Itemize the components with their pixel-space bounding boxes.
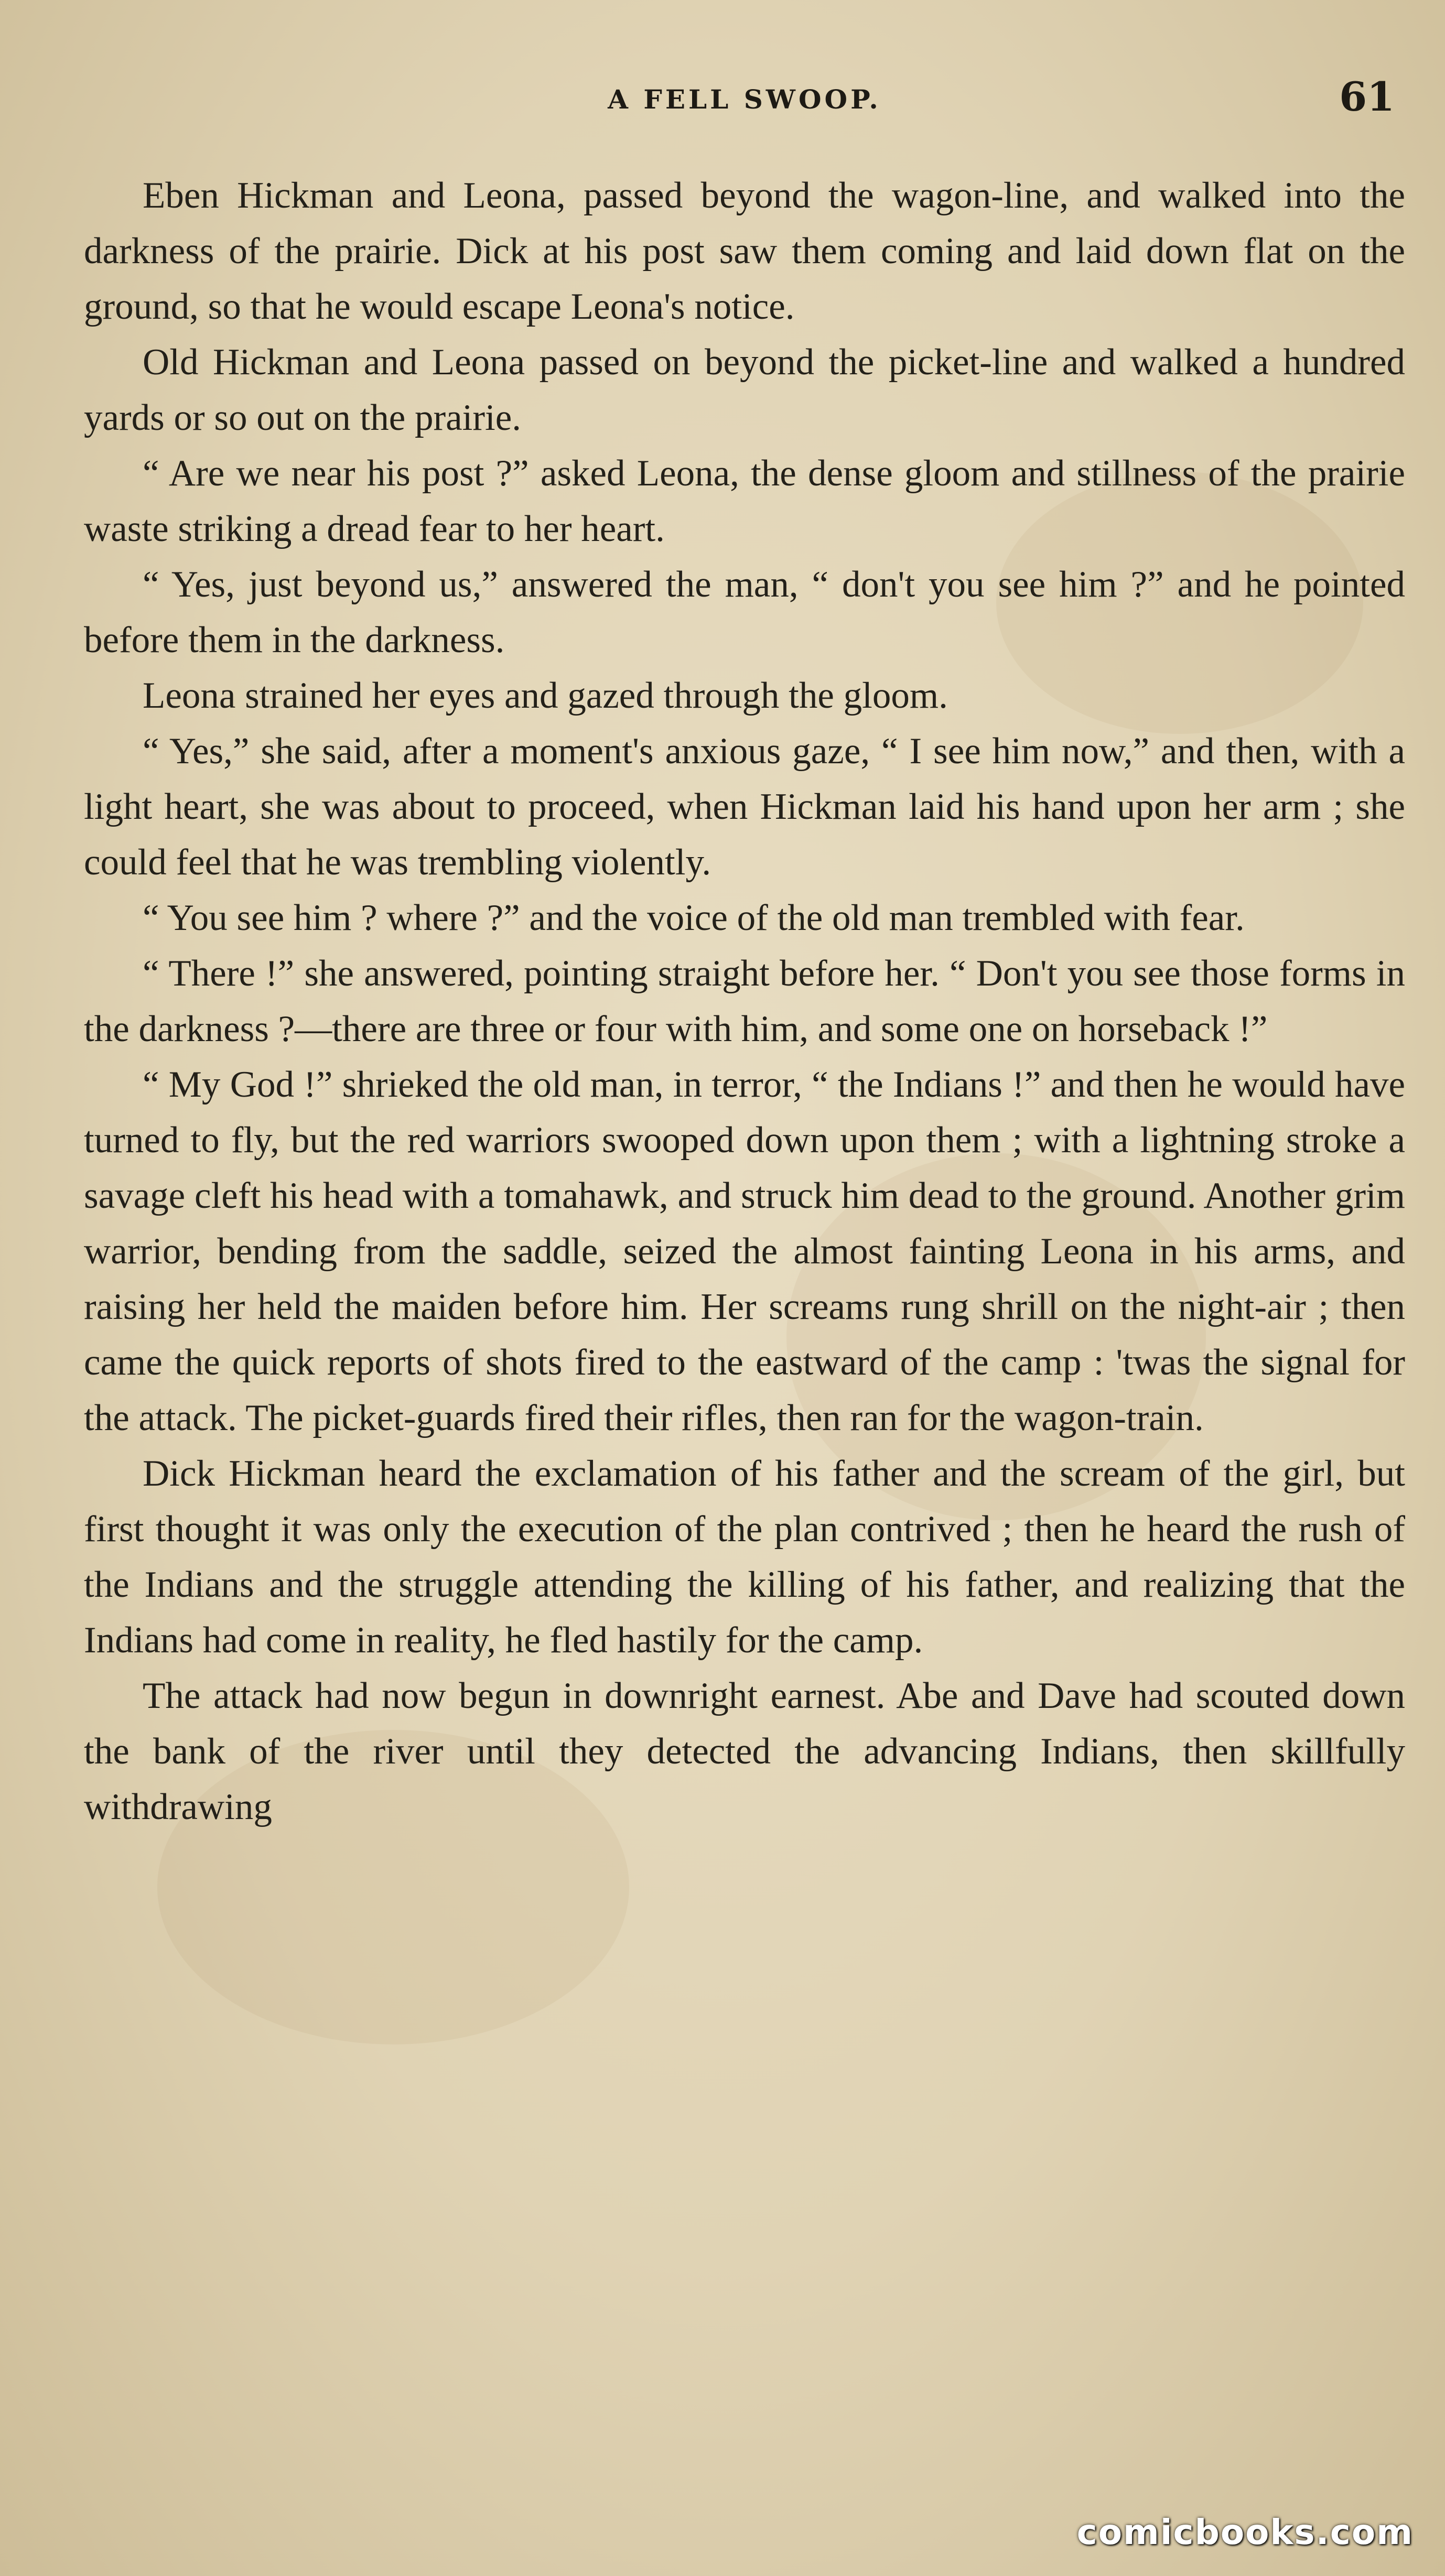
paragraph: “ There !” she answered, pointing straight before her. “ Don't you see those forms in the darkness ?—there are three or four with him, and some one on horseback !” — [84, 953, 1405, 1049]
paragraph: Leona strained her eyes and gazed through the gloom. — [143, 675, 948, 716]
paragraph: Old Hickman and Leona passed on beyond the picket-line and walked a hundred yards or so out on the prairie. — [84, 342, 1405, 438]
paragraph: “ Yes, just beyond us,” answered the man, “ don't you see him ?” and he pointed before them in the darkness. — [84, 564, 1405, 661]
body-text — [84, 168, 1405, 2422]
paragraph: “ Are we near his post ?” asked Leona, the dense gloom and stillness of the prairie waste striking a dread fear to her heart. — [84, 453, 1405, 549]
paragraph: “ Yes,” she said, after a moment's anxious gaze, “ I see him now,” and then, with a light heart, she was about to proceed, when Hickman laid his hand upon her arm ; she could feel that he was trembling violently. — [84, 731, 1405, 883]
paragraph: Dick Hickman heard the exclamation of his father and the scream of the girl, but first thought it was only the execution of the plan contrived ; then he heard the rush of the Indians and the struggle attending the killing of his father, and realizing that the Indians had come in reality, he fled hastily for the camp. — [84, 1453, 1405, 1661]
paragraph: Eben Hickman and Leona, passed beyond the wagon-line, and walked into the darkness of the prairie. Dick at his post saw them coming and laid down flat on the ground, so that he would escape Leona's notice. — [84, 175, 1405, 327]
page-header — [84, 73, 1405, 142]
page-number: 61 — [1339, 73, 1395, 120]
paragraph: “ You see him ? where ?” and the voice of the old man trembled with fear. — [143, 897, 1245, 938]
running-head: A FELL SWOOP. — [608, 84, 881, 115]
paragraph: The attack had now begun in downright earnest. Abe and Dave had scouted down the bank of the river until they detected the advancing Indians, then skillfully withdrawing — [84, 1675, 1405, 1827]
watermark: comicbooks.com — [1076, 2512, 1414, 2552]
paragraph: “ My God !” shrieked the old man, in terror, “ the Indians !” and then he would have turned to fly, but the red warriors swooped down upon them ; with a lightning stroke a savage cleft his head with a tomahawk, and struck him dead to the ground. Another grim warrior, bending from the saddle, seized the almost fainting Leona in his arms, and raising her held the maiden before him. Her screams rung shrill on the night-air ; then came the quick reports of shots fired to the eastward of the camp : 'twas the signal for the attack. The picket-guards fired their rifles, then ran for the wagon-train. — [84, 1064, 1405, 1438]
